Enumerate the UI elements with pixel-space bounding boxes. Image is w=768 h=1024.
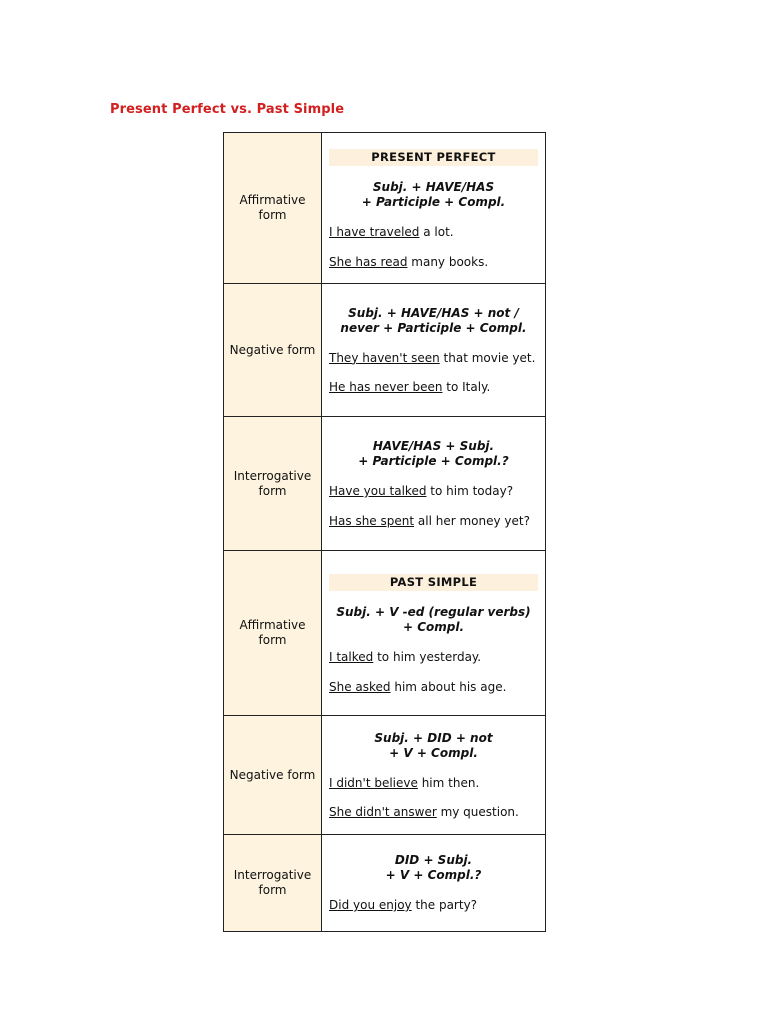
example-sentence xyxy=(329,898,538,913)
example-rest: my question. xyxy=(436,805,519,819)
content-cell xyxy=(322,417,546,551)
form-label-cell xyxy=(224,716,322,835)
example-rest: to him today? xyxy=(426,484,514,498)
form-label: Negative form xyxy=(229,767,316,782)
content-cell xyxy=(322,716,546,835)
rule-line: Subj. + DID + not xyxy=(374,730,493,745)
form-label: Affirmative form xyxy=(239,618,306,647)
example-rest: the party? xyxy=(411,898,478,913)
example-verb: He has never been xyxy=(329,380,443,394)
table-row xyxy=(224,133,546,284)
example-verb: I have traveled xyxy=(329,225,420,239)
rule-line: Subj. + HAVE/HAS + not / xyxy=(348,305,519,320)
rule-line: + Participle + Compl.? xyxy=(358,454,509,468)
grammar-rule xyxy=(329,731,538,761)
example-sentence xyxy=(329,351,538,366)
example-sentence xyxy=(329,680,538,695)
content-cell xyxy=(322,284,546,417)
form-label-cell xyxy=(224,417,322,551)
table-row xyxy=(224,551,546,716)
example-verb: She didn't answer xyxy=(329,805,437,819)
rule-line: + V + Compl.? xyxy=(385,868,482,883)
example-verb: She has read xyxy=(329,254,408,269)
example-verb: She asked xyxy=(329,679,391,694)
form-label: Interrogative form xyxy=(233,868,312,897)
example-verb: I didn't believe xyxy=(329,775,418,790)
example-rest: all her money yet? xyxy=(414,513,530,528)
table-row xyxy=(224,284,546,417)
content-cell xyxy=(322,133,546,284)
grammar-rule xyxy=(329,605,538,635)
grammar-rule xyxy=(329,853,538,883)
tense-header: PRESENT PERFECT xyxy=(329,149,538,166)
rule-line: Subj. + HAVE/HAS xyxy=(372,180,495,194)
example-sentence xyxy=(329,225,538,240)
grammar-rule xyxy=(329,180,538,210)
form-label-cell xyxy=(224,133,322,284)
page-title: Present Perfect vs. Past Simple xyxy=(110,102,345,117)
form-label-cell xyxy=(224,284,322,417)
example-verb: I talked xyxy=(329,650,374,664)
example-rest: to Italy. xyxy=(442,380,491,394)
example-rest: a lot. xyxy=(419,225,454,239)
example-sentence xyxy=(329,484,538,499)
example-verb: Did you enjoy xyxy=(329,898,412,913)
example-sentence xyxy=(329,650,538,665)
tense-header: PAST SIMPLE xyxy=(329,574,538,591)
form-label: Interrogative form xyxy=(233,468,312,498)
content-cell xyxy=(322,551,546,716)
form-label-cell xyxy=(224,551,322,716)
rule-line: + Participle + Compl. xyxy=(361,195,506,209)
table-row xyxy=(224,716,546,835)
form-label-cell xyxy=(224,835,322,932)
form-label: Negative form xyxy=(229,342,316,357)
example-rest: to him yesterday. xyxy=(373,650,482,664)
example-rest: many books. xyxy=(407,254,489,269)
example-rest: him about his age. xyxy=(390,679,507,694)
example-verb: Have you talked xyxy=(329,484,427,498)
rule-line: DID + Subj. xyxy=(394,853,473,868)
example-rest: him then. xyxy=(417,775,480,790)
rule-line: never + Participle + Compl. xyxy=(340,320,527,335)
example-verb: They haven't seen xyxy=(329,350,440,365)
grammar-table xyxy=(223,132,546,932)
rule-line: HAVE/HAS + Subj. xyxy=(372,439,495,453)
example-sentence xyxy=(329,776,538,791)
grammar-rule xyxy=(329,306,538,336)
content-cell xyxy=(322,835,546,932)
table-row xyxy=(224,835,546,932)
example-sentence xyxy=(329,380,538,395)
rule-line: + V + Compl. xyxy=(389,745,478,760)
table-row xyxy=(224,417,546,551)
example-sentence xyxy=(329,514,538,529)
rule-line: Subj. + V -ed (regular verbs) xyxy=(336,605,531,619)
rule-line: + Compl. xyxy=(402,620,465,634)
example-verb: Has she spent xyxy=(329,513,415,528)
grammar-rule xyxy=(329,439,538,469)
form-label: Affirmative form xyxy=(239,193,306,222)
example-rest: that movie yet. xyxy=(439,350,536,365)
example-sentence xyxy=(329,805,538,820)
example-sentence xyxy=(329,255,538,270)
